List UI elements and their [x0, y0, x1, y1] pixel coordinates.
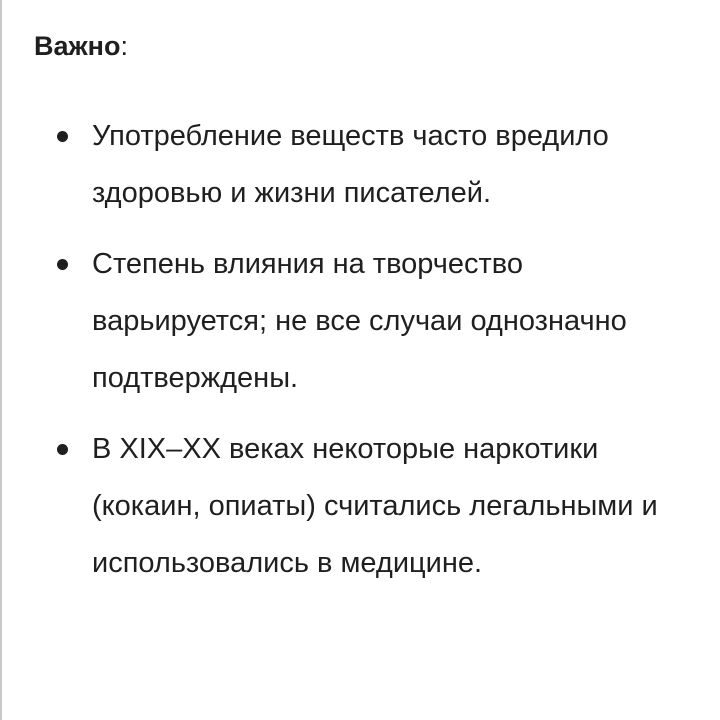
- list-item: [2, 421, 702, 592]
- bullet-list: [2, 108, 702, 606]
- note-heading-colon: :: [120, 31, 128, 61]
- list-item-text: Степень влияния на творчество варьируется; не все случаи однозначно подтверждены.: [92, 248, 627, 394]
- list-item-text: Употребление веществ часто вредило здоровью и жизни писателей.: [92, 120, 609, 209]
- note-heading: [34, 26, 128, 66]
- note-heading-label: Важно: [34, 31, 121, 61]
- list-item-text: В XIX–XX веках некоторые наркотики (кокаин, опиаты) считались легальными и использовались в медицине.: [92, 433, 658, 579]
- bullet-dot-icon: [57, 131, 68, 142]
- list-item: [2, 236, 702, 407]
- list-item: [2, 108, 702, 222]
- bullet-dot-icon: [57, 259, 68, 270]
- bullet-dot-icon: [57, 444, 68, 455]
